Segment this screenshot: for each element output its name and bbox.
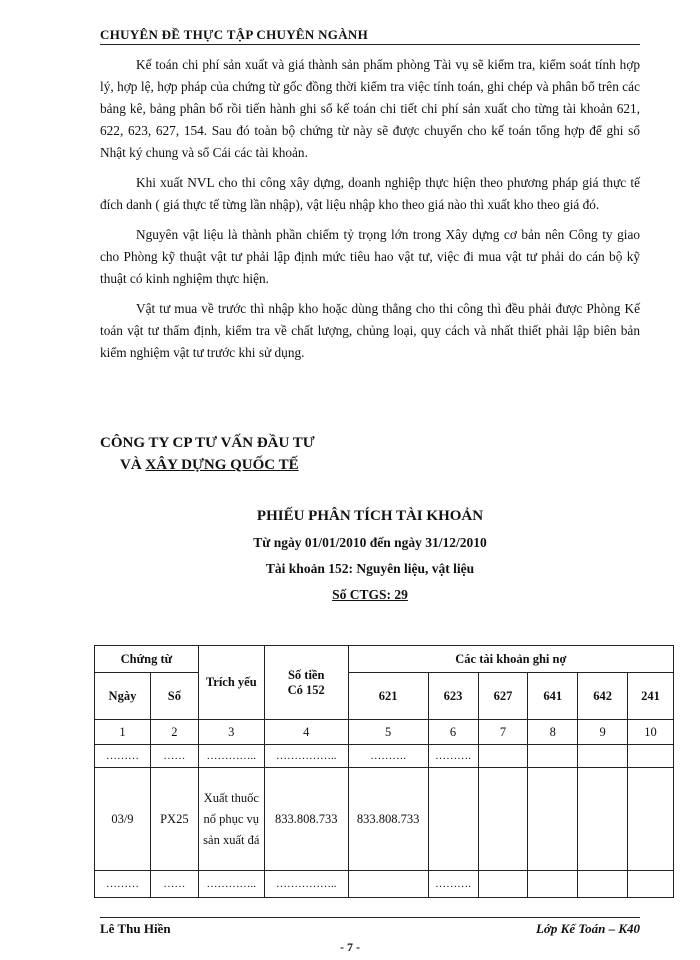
- table-cell: [578, 768, 628, 871]
- header-account-241: 241: [628, 673, 674, 720]
- document-period: Từ ngày 01/01/2010 đến ngày 31/12/2010: [253, 535, 487, 550]
- table-cell: 4: [264, 720, 348, 745]
- header-trich-yeu: Trích yếu: [198, 646, 264, 720]
- entry-so-tien: 833.808.733: [264, 768, 348, 871]
- table-row-dots-end: [95, 871, 674, 898]
- table-cell: 5: [348, 720, 428, 745]
- table-cell: 2: [150, 720, 198, 745]
- header-chung-tu: Chứng từ: [95, 646, 199, 673]
- table-cell: [428, 768, 478, 871]
- table-cell: 9: [578, 720, 628, 745]
- table-cell: [478, 745, 528, 768]
- table-cell: …………..: [198, 745, 264, 768]
- table-cell: 8: [528, 720, 578, 745]
- footer-class: Lớp Kế Toán – K40: [535, 921, 640, 936]
- table-cell: [628, 871, 674, 898]
- table-row-index: [95, 720, 674, 745]
- header-ngay: Ngày: [95, 673, 151, 720]
- entry-ngay: 03/9: [95, 768, 151, 871]
- body-text: [100, 54, 640, 372]
- document-account: Tài khoản 152: Nguyên liệu, vật liệu: [265, 561, 475, 576]
- table-cell: 7: [478, 720, 528, 745]
- header-so-tien: [264, 646, 348, 720]
- entry-so: PX25: [150, 768, 198, 871]
- table-cell: [348, 871, 428, 898]
- table-cell: ……: [150, 745, 198, 768]
- header-so-tien-line-1: Số tiền: [287, 667, 325, 682]
- footer-divider: [100, 917, 640, 918]
- paragraph-4: Vật tư mua về trước thì nhập kho hoặc dùng thẳng cho thi công thì đều phải được Phòng Kế toán vật tư thẩm định, kiểm tra về chất lượng, chủng loại, quy cách và nhất thiết phải lập biên bản kiểm nghiệm vật tư trước khi sử dụng.: [100, 301, 640, 360]
- table-cell: [628, 745, 674, 768]
- company-line-2-underlined: XÂY DỰNG QUỐC TẾ: [145, 457, 299, 473]
- table-row-entry: [95, 768, 674, 871]
- paragraph-1: Kế toán chi phí sản xuất và giá thành sản phẩm phòng Tài vụ sẽ kiểm tra, kiểm soát tính hợp lý, hợp lệ, hợp pháp của chứng từ gốc đồng thời kiểm tra việc tính toán, ghi chép và phân bổ trên các bảng kê, bảng phân bổ rồi tiến hành ghi sổ kế toán chi tiết chi phí sản xuất cho từng tài khoản 621, 622, 623, 627, 154. Sau đó toàn bộ chứng từ này sẽ được chuyển cho kế toán tổng hợp để ghi sổ Nhật ký chung và sổ Cái các tài khoản.: [100, 57, 640, 160]
- document-title: PHIẾU PHÂN TÍCH TÀI KHOẢN: [256, 508, 484, 524]
- table-cell: [528, 745, 578, 768]
- header-account-623: 623: [428, 673, 478, 720]
- document-ctgs: Số CTGS: 29: [332, 587, 408, 602]
- company-name: [100, 432, 500, 476]
- header-divider: [100, 44, 640, 45]
- company-line-2-prefix: VÀ: [120, 457, 146, 473]
- table-cell: 1: [95, 720, 151, 745]
- table-cell: ………: [95, 745, 151, 768]
- table-cell: [628, 768, 674, 871]
- table-cell: 6: [428, 720, 478, 745]
- table-cell: ……………..: [264, 745, 348, 768]
- table-row-dots: [95, 745, 674, 768]
- table-cell: [478, 768, 528, 871]
- header-so: Số: [150, 673, 198, 720]
- paragraph-3: Nguyên vật liệu là thành phần chiếm tỷ trọng lớn trong Xây dựng cơ bản nên Công ty giao cho Phòng kỹ thuật vật tư phải lập định mức tiêu hao vật tư, việc đi mua vật tư phải do cán bộ kỹ thuật có kinh nghiệm thực hiện.: [100, 227, 640, 286]
- header-cac-tai-khoan: Các tài khoản ghi nợ: [348, 646, 673, 673]
- table-cell: [578, 871, 628, 898]
- table-cell: ………: [95, 871, 151, 898]
- table-cell: 3: [198, 720, 264, 745]
- paragraph-2: Khi xuất NVL cho thi công xây dựng, doanh nghiệp thực hiện theo phương pháp giá thực tế đích danh ( giá thực tế từng lần nhập), vật liệu nhập kho theo giá nào thì xuất kho theo giá đó.: [100, 175, 640, 212]
- entry-tk-621: 833.808.733: [348, 768, 428, 871]
- footer-author: Lê Thu Hiền: [100, 921, 171, 936]
- page-header-title: CHUYÊN ĐỀ THỰC TẬP CHUYÊN NGÀNH: [100, 27, 368, 42]
- table-cell: 10: [628, 720, 674, 745]
- table-cell: [528, 768, 578, 871]
- page-number: - 7 -: [340, 940, 360, 954]
- table-cell: [478, 871, 528, 898]
- header-account-642: 642: [578, 673, 628, 720]
- table-cell: ……………..: [264, 871, 348, 898]
- table-cell: ……: [150, 871, 198, 898]
- document-title-block: [100, 508, 640, 603]
- company-line-2: [100, 454, 500, 476]
- table-cell: ……….: [428, 871, 478, 898]
- account-analysis-table: [94, 645, 674, 898]
- header-account-621: 621: [348, 673, 428, 720]
- table-cell: [578, 745, 628, 768]
- header-account-627: 627: [478, 673, 528, 720]
- entry-trich-yeu: Xuất thuốc nổ phục vụ sản xuất đá: [198, 768, 264, 871]
- table-cell: ……….: [428, 745, 478, 768]
- header-so-tien-line-2: Có 152: [287, 682, 325, 697]
- table-cell: …………..: [198, 871, 264, 898]
- table-cell: ……….: [348, 745, 428, 768]
- header-account-641: 641: [528, 673, 578, 720]
- company-line-1: CÔNG TY CP TƯ VẤN ĐẦU TƯ: [100, 435, 315, 451]
- table-cell: [528, 871, 578, 898]
